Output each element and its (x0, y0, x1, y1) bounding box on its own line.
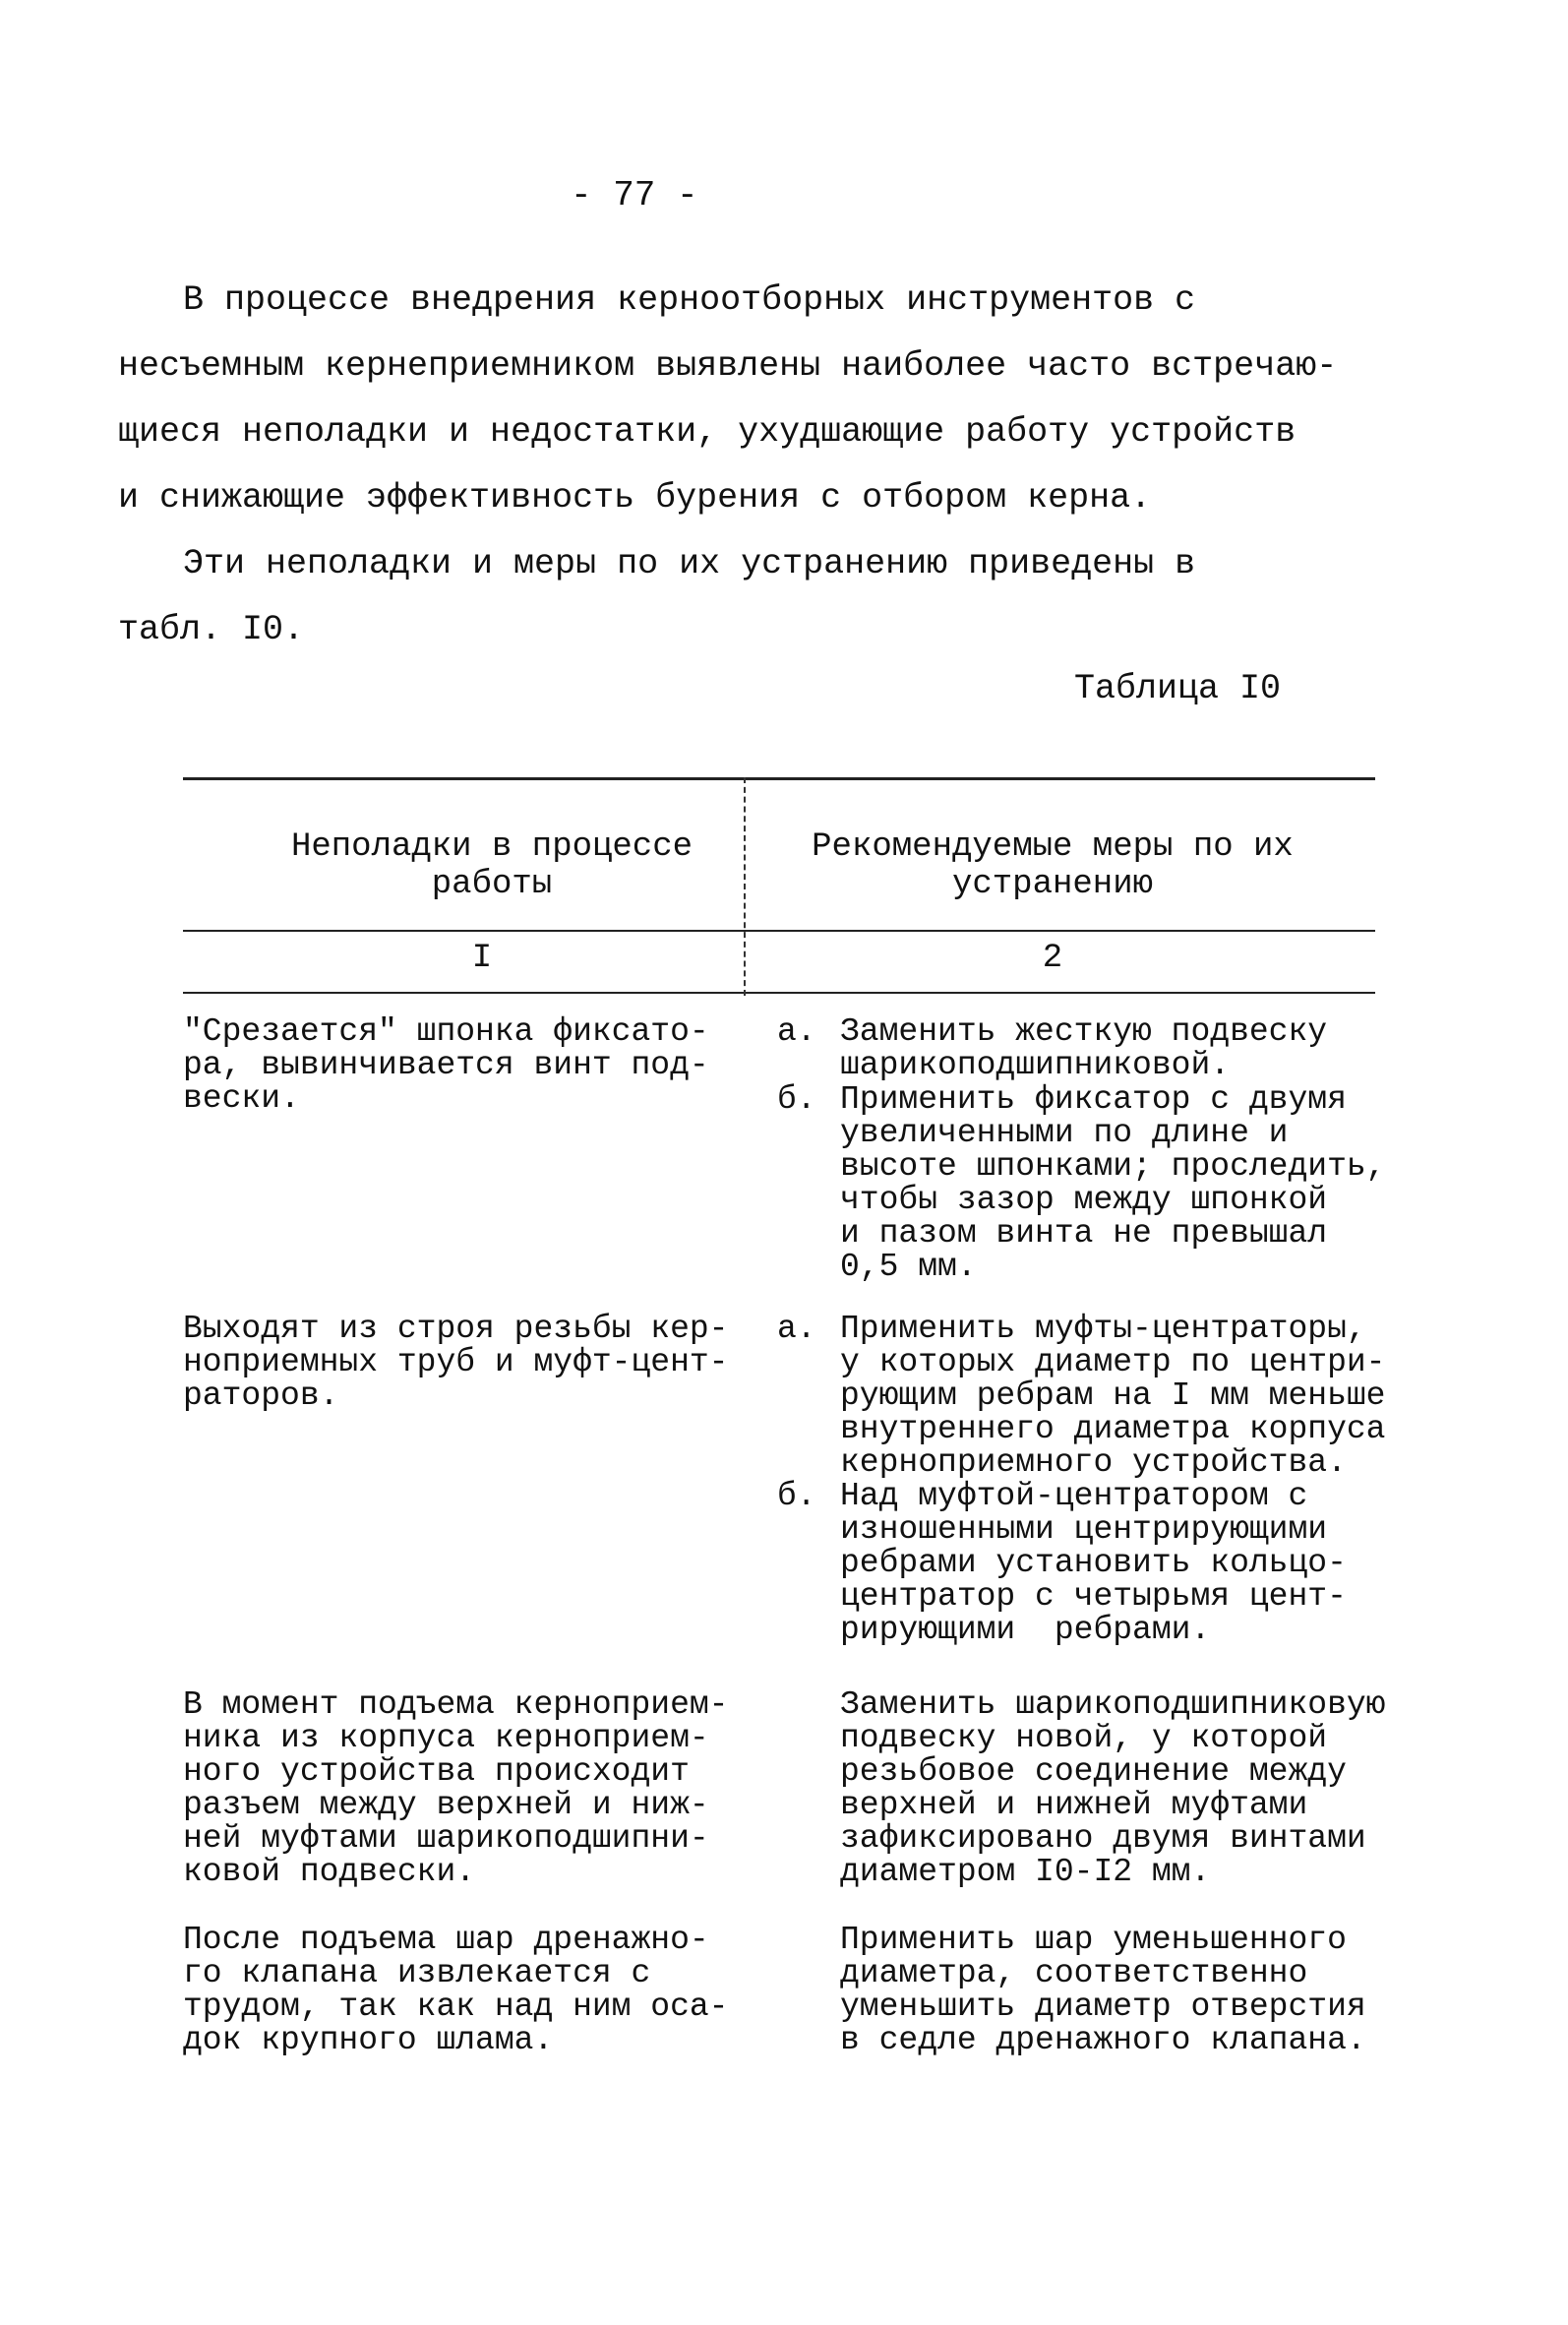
cell-line: Применить фиксатор с двумя (840, 1081, 1347, 1118)
cell-line: чтобы зазор между шпонкой (840, 1182, 1328, 1218)
cell-line: В момент подъема керноприем- (183, 1686, 729, 1723)
measure-mark: а. (777, 1311, 816, 1347)
cell-line: рующим ребрам на I мм меньше (840, 1377, 1386, 1414)
cell-line: ковой подвески. (183, 1854, 476, 1890)
cell-line: и пазом винта не превышал (840, 1215, 1328, 1252)
table-numbers-rule (183, 992, 1375, 994)
paragraph-line: несъемным кернеприемником выявлены наиболее часто встречаю- (118, 346, 1338, 386)
cell-line: шарикоподшипниковой. (840, 1047, 1231, 1083)
measure-mark: а. (777, 1013, 816, 1050)
page-number: - 77 - (571, 175, 698, 215)
cell-line: диаметром I0-I2 мм. (840, 1854, 1211, 1890)
cell-line: Выходят из строя резьбы кер- (183, 1311, 729, 1347)
cell-line: ней муфтами шарикоподшипни- (183, 1820, 709, 1857)
cell-line: уменьшить диаметр отверстия (840, 1988, 1366, 2025)
paragraph-line: Эти неполадки и меры по их устранению приведены в (183, 544, 1196, 583)
header-line: работы (431, 866, 553, 903)
cell-line: "Срезается" шпонка фиксато- (183, 1013, 709, 1050)
table-row-1-problem (183, 1015, 754, 1116)
cell-line: высоте шпонками; проследить, (840, 1148, 1386, 1185)
cell-line: док крупного шлама. (183, 2022, 554, 2058)
cell-line: ребрами установить кольцо- (840, 1545, 1347, 1581)
cell-line: Над муфтой-центратором с (840, 1478, 1308, 1514)
header-line: Рекомендуемые меры по их (812, 828, 1294, 866)
cell-line: у которых диаметр по центри- (840, 1344, 1386, 1380)
cell-line: го клапана извлекается с (183, 1955, 651, 1991)
cell-line: центратор с четырьмя цент- (840, 1578, 1347, 1615)
cell-line: увеличенными по длине и (840, 1115, 1289, 1151)
column-number-2: 2 (1042, 940, 1063, 977)
cell-line: Заменить жесткую подвеску (840, 1013, 1328, 1050)
cell-line: керноприемного устройства. (840, 1444, 1347, 1481)
table-caption: Таблица I0 (1074, 669, 1282, 708)
table-header-measures (777, 828, 1328, 903)
cell-line: разъем между верхней и ниж- (183, 1787, 709, 1823)
measure-mark: б. (777, 1081, 816, 1118)
cell-line: резьбовое соединение между (840, 1753, 1347, 1790)
cell-line: верхней и нижней муфтами (840, 1787, 1308, 1823)
cell-line: подвеску новой, у которой (840, 1720, 1328, 1756)
cell-line: ного устройства происходит (183, 1753, 690, 1790)
paragraph-line: и снижающие эффективность бурения с отбором керна. (118, 478, 1152, 518)
cell-line: внутреннего диаметра корпуса (840, 1411, 1386, 1447)
table-top-rule (183, 777, 1375, 780)
paragraph-reference (118, 531, 1403, 663)
cell-line: раторов. (183, 1377, 339, 1414)
measure-mark: б. (777, 1478, 816, 1514)
table-header-rule (183, 930, 1375, 932)
cell-line: зафиксировано двумя винтами (840, 1820, 1366, 1857)
cell-line: трудом, так как над ним оса- (183, 1988, 729, 2025)
paragraph-line: щиеся неполадки и недостатки, ухудшающие работу устройств (118, 412, 1297, 452)
table-column-divider (744, 777, 746, 996)
column-number-1: I (471, 940, 493, 977)
paragraph-line: табл. I0. (118, 610, 305, 649)
cell-line: ноприемных труб и муфт-цент- (183, 1344, 729, 1380)
paragraph-line: В процессе внедрения керноотборных инструментов с (183, 280, 1196, 320)
cell-line: изношенными центрирующими (840, 1511, 1328, 1548)
cell-line: Заменить шарикоподшипниковую (840, 1686, 1386, 1723)
cell-line: ра, вывинчивается винт под- (183, 1047, 709, 1083)
cell-line: вески. (183, 1080, 300, 1117)
cell-line: Применить шар уменьшенного (840, 1922, 1347, 1958)
table-row-4-problem (183, 1924, 754, 2057)
paragraph-intro (118, 268, 1403, 531)
table-row-3-problem (183, 1688, 754, 1889)
table-row-2-problem (183, 1313, 754, 1413)
cell-line: диаметра, соответственно (840, 1955, 1308, 1991)
table-header-problems (246, 828, 738, 903)
cell-line: в седле дренажного клапана. (840, 2022, 1366, 2058)
cell-line: рирующими ребрами. (840, 1612, 1211, 1648)
header-line: устранению (951, 866, 1154, 903)
cell-line: ника из корпуса керноприем- (183, 1720, 709, 1756)
header-line: Неполадки в процессе (290, 828, 694, 866)
cell-line: После подъема шар дренажно- (183, 1922, 709, 1958)
cell-line: 0,5 мм. (840, 1249, 977, 1285)
cell-line: Применить муфты-центраторы, (840, 1311, 1366, 1347)
